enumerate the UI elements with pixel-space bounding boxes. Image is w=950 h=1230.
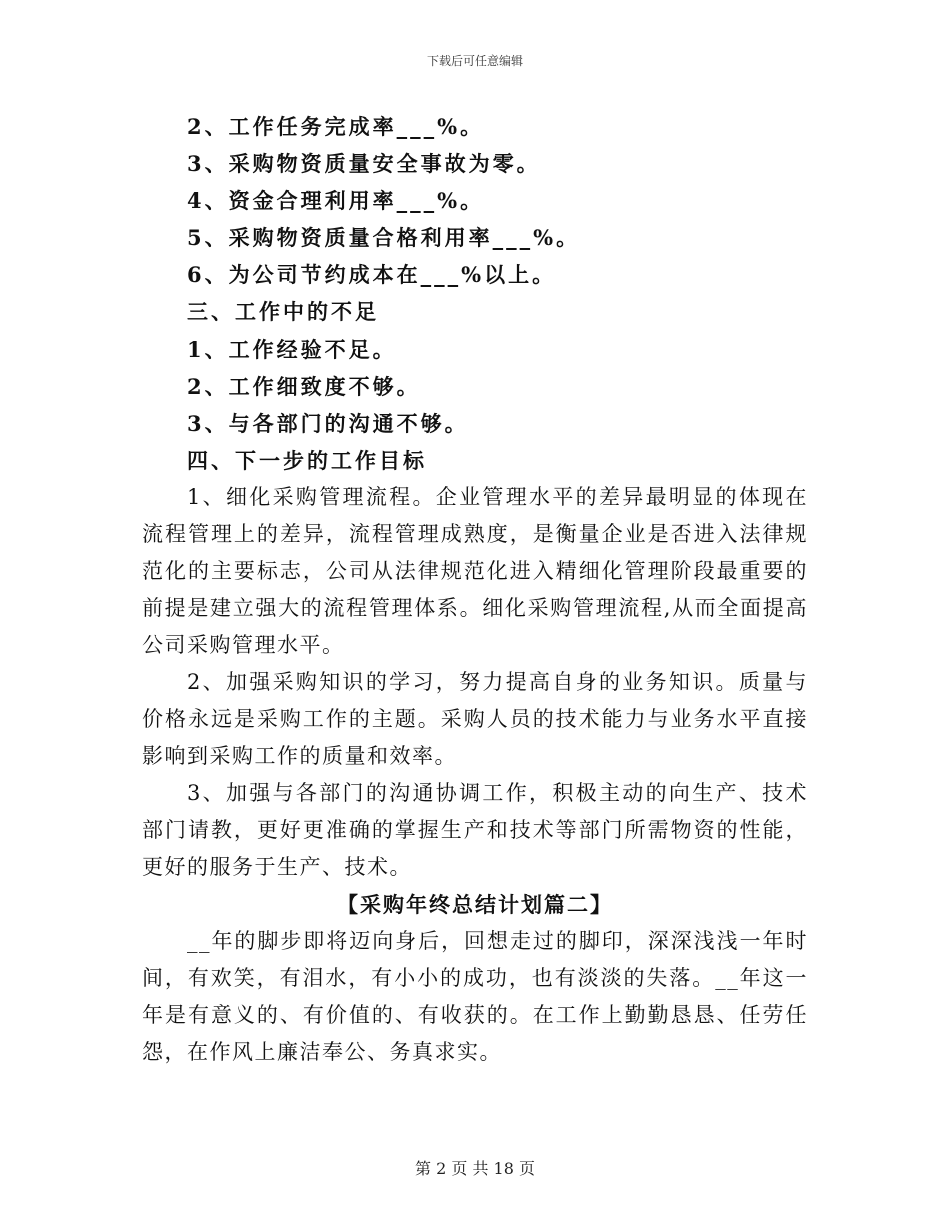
list-item: 3、与各部门的沟通不够。 (187, 411, 469, 436)
section-heading: 三、工作中的不足 (187, 299, 379, 324)
paragraph: 2、加强采购知识的学习，努力提高自身的业务知识。质量与价格永远是采购工作的主题。采购人员的技术能力与业务水平直接影响到采购工作的质量和效率。 (142, 670, 808, 768)
section-title: 【采购年终总结计划篇二】 (337, 892, 613, 917)
paragraph: 3、加强与各部门的沟通协调工作，积极主动的向生产、技术部门请教，更好更准确的掌握生产和技术等部门所需物资的性能，更好的服务于生产、技术。 (142, 781, 808, 879)
paragraph: 1、细化采购管理流程。企业管理水平的差异最明显的体现在流程管理上的差异，流程管理成熟度，是衡量企业是否进入法律规范化的主要标志，公司从法律规范化进入精细化管理阶段最重要的前提是建立强大的流程管理体系。细化采购管理流程,从而全面提高公司采购管理水平。 (142, 485, 808, 657)
list-item: 2、工作任务完成率___%。 (187, 114, 485, 139)
paragraph: __年的脚步即将迈向身后，回想走过的脚印，深深浅浅一年时间，有欢笑，有泪水，有小小的成功，也有淡淡的失落。__年这一年是有意义的、有价值的、有收获的。在工作上勤勤恳恳、任劳任怨，在作风上廉洁奉公、务真求实。 (142, 929, 808, 1064)
list-item: 6、为公司节约成本在___%以上。 (187, 262, 557, 287)
list-item: 5、采购物资质量合格利用率___%。 (187, 225, 581, 250)
list-item: 3、采购物资质量安全事故为零。 (187, 151, 541, 176)
page-header: 下载后可任意编辑 (426, 54, 523, 68)
list-item: 2、工作细致度不够。 (187, 374, 421, 399)
list-item: 4、资金合理利用率___%。 (187, 188, 485, 213)
page-footer: 第 2 页 共 18 页 (415, 1159, 535, 1178)
document-body (142, 0, 808, 1100)
list-item: 1、工作经验不足。 (187, 337, 397, 362)
section-heading: 四、下一步的工作目标 (187, 448, 427, 473)
